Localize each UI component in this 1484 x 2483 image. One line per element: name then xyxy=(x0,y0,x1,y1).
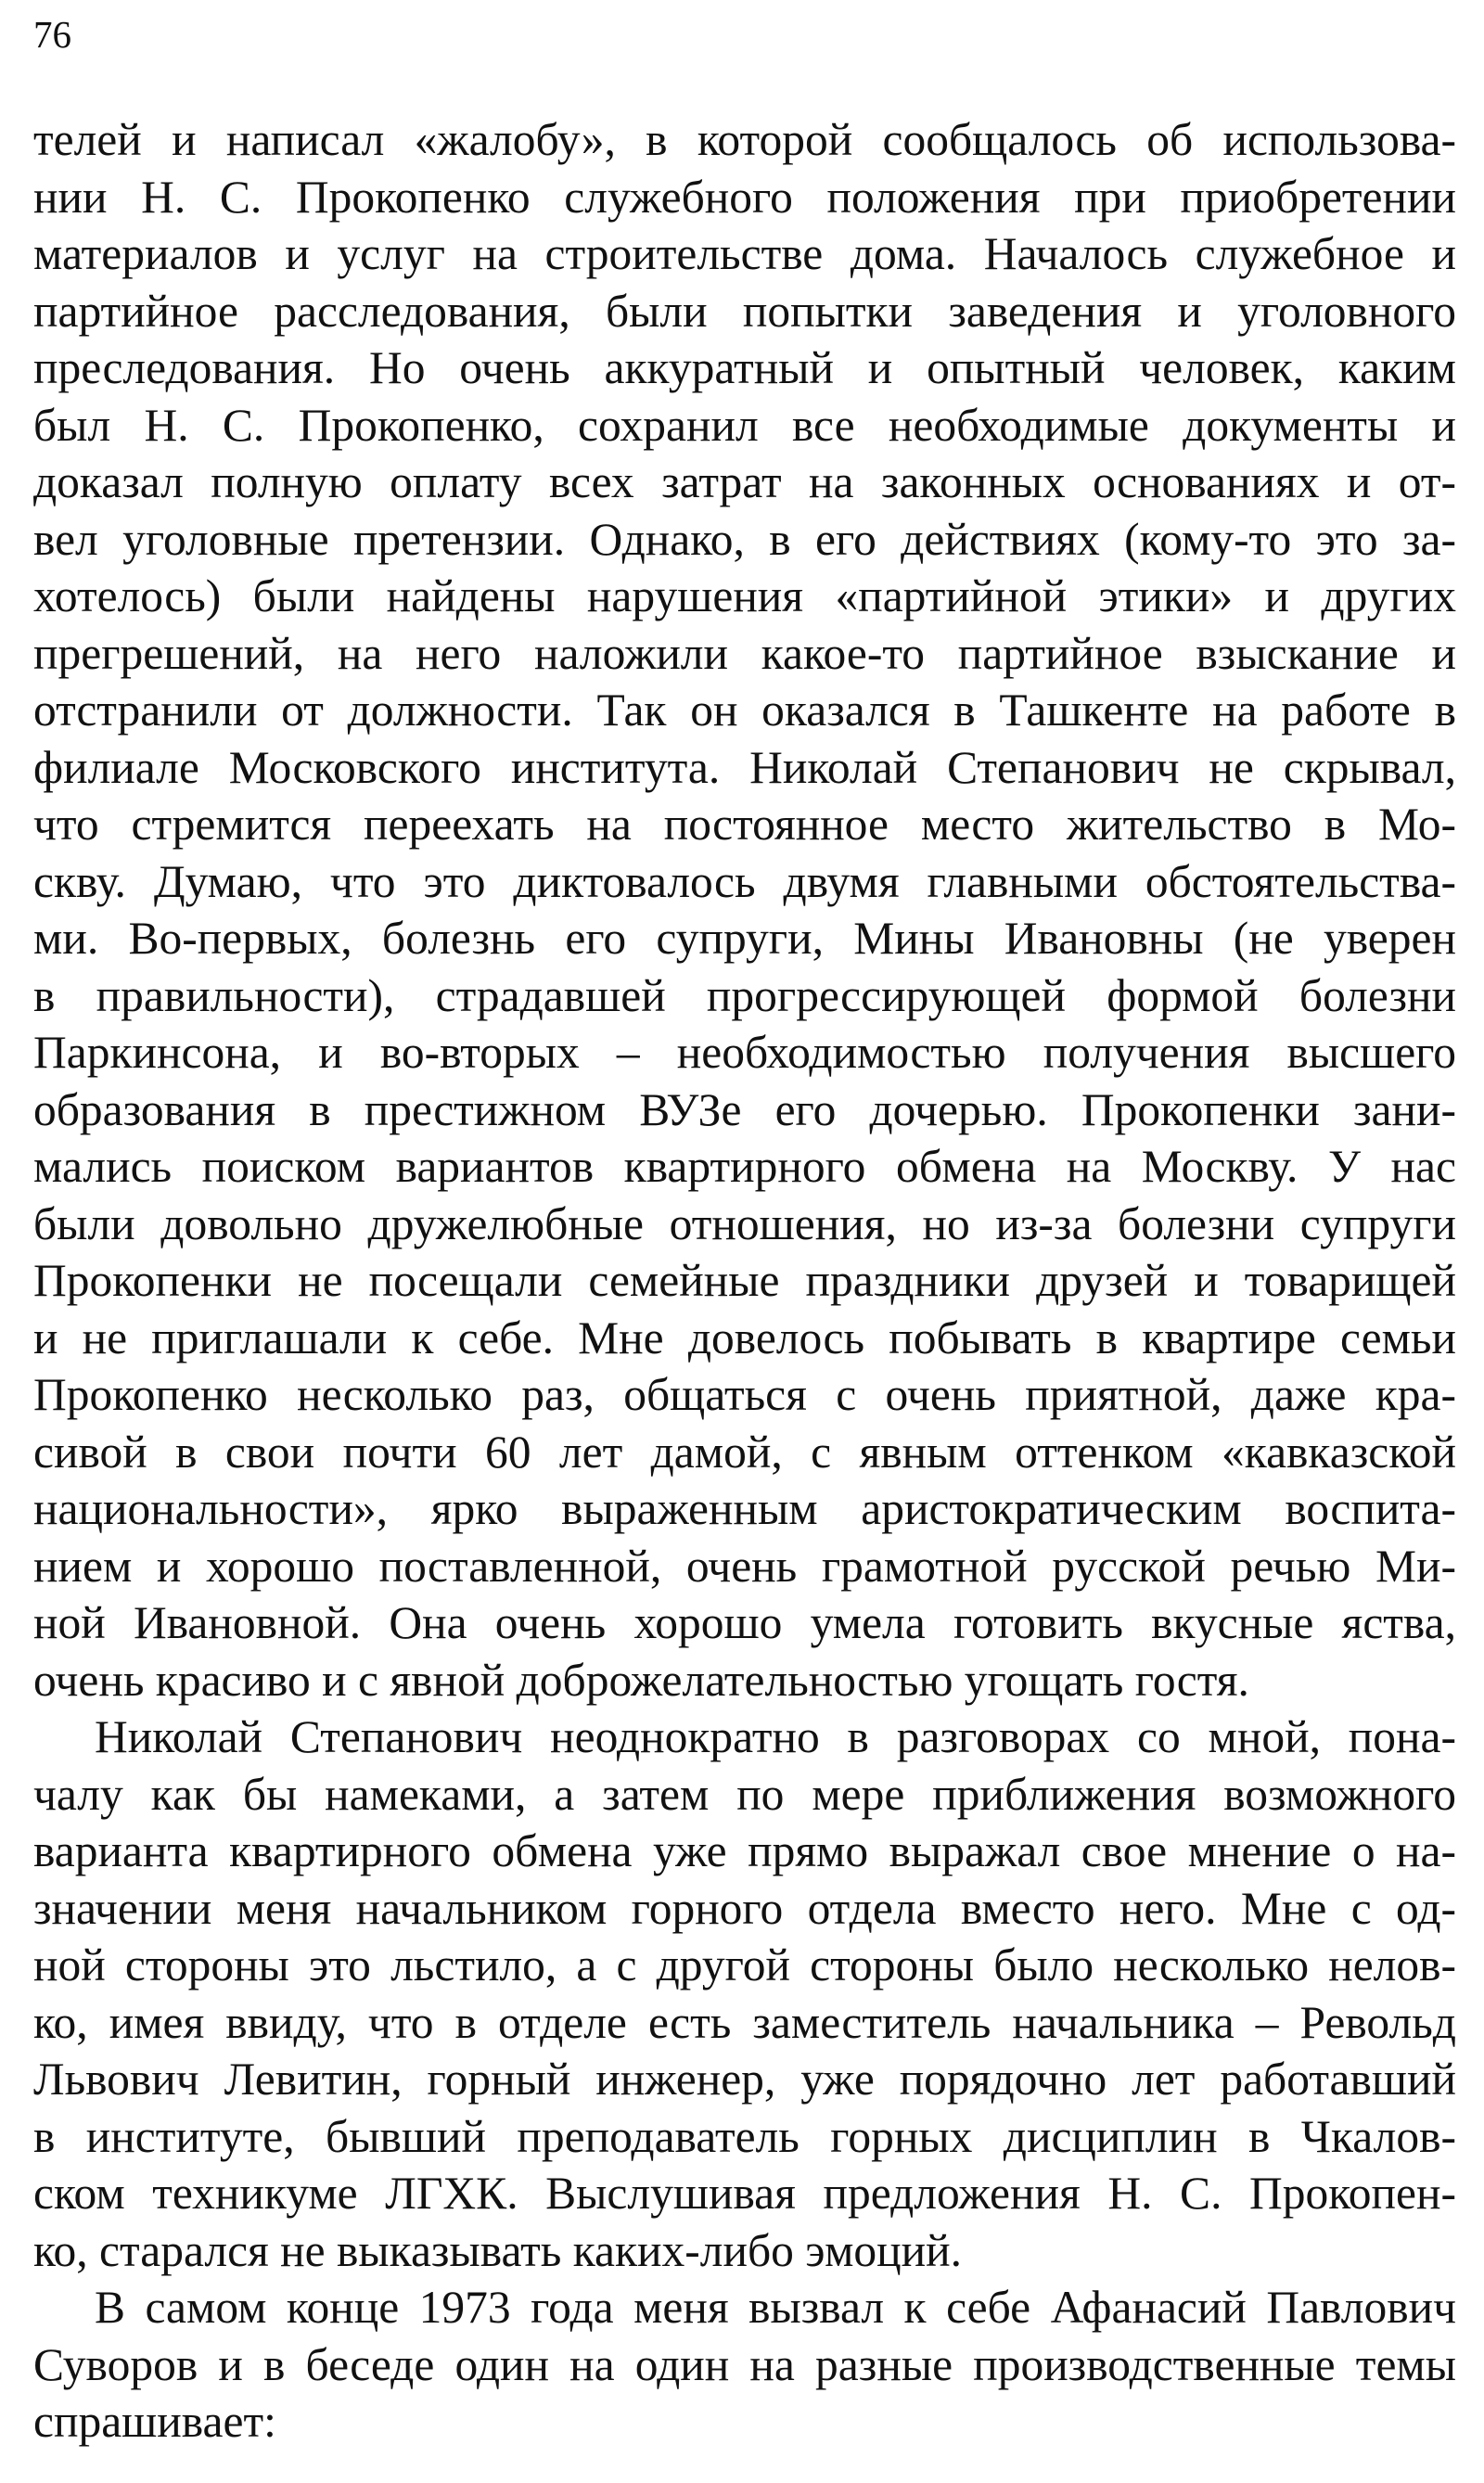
text-line: ском техникуме ЛГХК. Выслушивая предложения Н. С. Прокопен- xyxy=(33,2168,1456,2219)
text-line: ко, старался не выказывать каких-либо эмоций. xyxy=(33,2224,962,2276)
text-line: были довольно дружелюбные отношения, но из-за болезни супруги xyxy=(33,1197,1456,1249)
text-line: Паркинсона, и во-вторых – необходимостью получения высшего xyxy=(33,1027,1456,1078)
text-line: доказал полную оплату всех затрат на законных основаниях и от- xyxy=(33,456,1456,507)
text-line: ной Ивановной. Она очень хорошо умела готовить вкусные яства, xyxy=(33,1597,1456,1648)
text-line: преследования. Но очень аккуратный и опытный человек, каким xyxy=(33,342,1456,393)
text-line: Прокопенки не посещали семейные праздники друзей и товарищей xyxy=(33,1255,1456,1306)
text-line: национальности», ярко выраженным аристократическим воспита- xyxy=(33,1483,1456,1534)
page-number: 76 xyxy=(33,13,71,56)
text-line: значении меня начальником горного отдела вместо него. Мне с од- xyxy=(33,1882,1456,1934)
text-line: В самом конце 1973 года меня вызвал к себе Афанасий Павлович xyxy=(95,2282,1456,2333)
text-line: спрашивает: xyxy=(33,2396,276,2447)
text-line: и не приглашали к себе. Мне довелось побывать в квартире семьи xyxy=(33,1312,1456,1363)
text-line: сивой в свои почти 60 лет дамой, с явным оттенком «кавказской xyxy=(33,1426,1456,1478)
text-line: хотелось) были найдены нарушения «партийной этики» и других xyxy=(33,570,1456,621)
text-body xyxy=(33,111,1456,2451)
text-line: образования в престижном ВУЗе его дочерью. Прокопенки зани- xyxy=(33,1083,1456,1135)
text-line: Николай Степанович неоднократно в разговорах со мной, пона- xyxy=(95,1711,1456,1762)
text-line: в правильности), страдавшей прогрессирующей формой болезни xyxy=(33,969,1456,1021)
text-line: филиале Московского института. Николай Степанович не скрывал, xyxy=(33,741,1456,793)
text-line: ко, имея ввиду, что в отделе есть заместитель начальника – Револьд xyxy=(33,1996,1456,2048)
text-line: что стремится переехать на постоянное место жительство в Мо- xyxy=(33,799,1456,850)
text-line: ной стороны это льстило, а с другой стороны было несколько нелов- xyxy=(33,1939,1456,1990)
text-line: скву. Думаю, что это диктовалось двумя главными обстоятельства- xyxy=(33,855,1456,907)
text-line: Львович Левитин, горный инженер, уже порядочно лет работавший xyxy=(33,2054,1456,2105)
paragraph xyxy=(33,2279,1456,2451)
text-line: Суворов и в беседе один на один на разные производственные темы xyxy=(33,2338,1456,2390)
text-line: телей и написал «жалобу», в которой сообщалось об использова- xyxy=(33,114,1456,165)
text-line: материалов и услуг на строительстве дома. Началось служебное и xyxy=(33,228,1456,279)
text-line: мались поиском вариантов квартирного обмена на Москву. У нас xyxy=(33,1141,1456,1192)
text-line: очень красиво и с явной доброжелательностью угощать гостя. xyxy=(33,1654,1249,1706)
text-line: нии Н. С. Прокопенко служебного положения при приобретении xyxy=(33,171,1456,223)
text-line: прегрешений, на него наложили какое-то партийное взыскание и xyxy=(33,627,1456,679)
paragraph xyxy=(33,111,1456,1709)
text-line: чалу как бы намеками, а затем по мере приближения возможного xyxy=(33,1768,1456,1820)
text-line: ми. Во-первых, болезнь его супруги, Мины Ивановны (не уверен xyxy=(33,913,1456,964)
text-line: варианта квартирного обмена уже прямо выражал свое мнение о на- xyxy=(33,1825,1456,1876)
text-line: отстранили от должности. Так он оказался в Ташкенте на работе в xyxy=(33,685,1456,736)
text-line: нием и хорошо поставленной, очень грамотной русской речью Ми- xyxy=(33,1540,1456,1592)
text-line: вел уголовные претензии. Однако, в его действиях (кому-то это за- xyxy=(33,513,1456,565)
text-line: в институте, бывший преподаватель горных дисциплин в Чкалов- xyxy=(33,2110,1456,2162)
text-line: был Н. С. Прокопенко, сохранил все необходимые документы и xyxy=(33,399,1456,451)
paragraph xyxy=(33,1709,1456,2279)
text-line: Прокопенко несколько раз, общаться с очень приятной, даже кра- xyxy=(33,1369,1456,1420)
text-line: партийное расследования, были попытки заведения и уголовного xyxy=(33,285,1456,337)
